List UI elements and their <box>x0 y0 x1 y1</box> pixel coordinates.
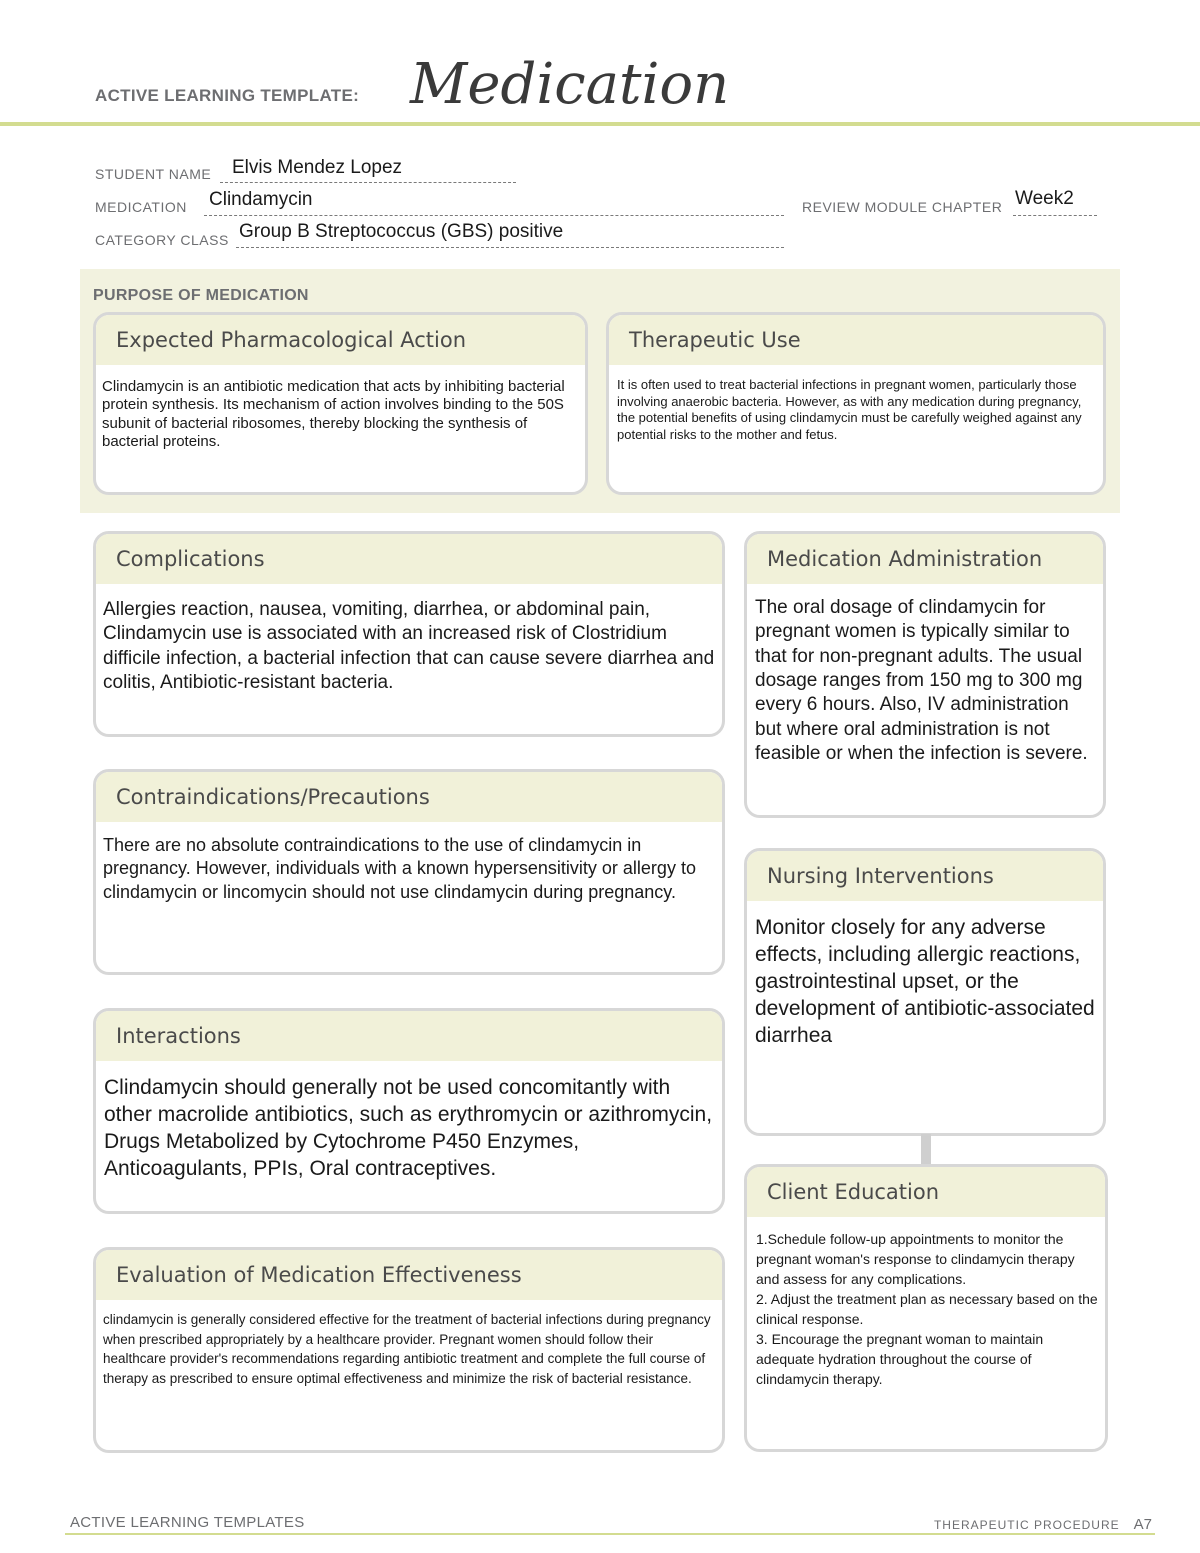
therapeutic-use-text[interactable]: It is often used to treat bacterial infections in pregnant women, particularly those involving anaerobic bacteria. However, as with any medication during pregnancy, the potential benefits of using clindamycin must be carefully weighed against any potential risks to the mother and fetus. <box>617 377 1082 442</box>
interactions-title: Interactions <box>96 1011 722 1061</box>
student-name-label: STUDENT NAME <box>95 166 212 182</box>
footer-left-label: ACTIVE LEARNING TEMPLATES <box>70 1514 305 1531</box>
nursing-interventions-title: Nursing Interventions <box>747 851 1103 901</box>
evaluation-text[interactable]: clindamycin is generally considered effective for the treatment of bacterial infections during pregnancy when prescribed appropriately by a healthcare provider. Pregnant women should follow their healthcare provider's recommendations regarding antibiotic treatment and complete the full course of therapy as prescribed to ensure optimal effectiveness and minimize the risk of bacterial resistance. <box>103 1312 711 1386</box>
medication-value: Clindamycin <box>209 189 313 210</box>
evaluation-box <box>93 1247 725 1453</box>
footer-right <box>934 1516 1152 1533</box>
contraindications-text[interactable]: There are no absolute contraindications to the use of clindamycin in pregnancy. However, individuals with a known hypersensitivity or allergy to clindamycin or lincomycin should not use clindamycin during pregnancy. <box>103 835 696 902</box>
client-education-item: 2. Adjust the treatment plan as necessary based on the clinical response. <box>756 1291 1098 1328</box>
interactions-box <box>93 1008 725 1214</box>
pharm-action-title: Expected Pharmacological Action <box>96 315 585 365</box>
complications-title: Complications <box>96 534 722 584</box>
med-admin-box <box>744 531 1106 818</box>
med-admin-text[interactable]: The oral dosage of clindamycin for pregnant women is typically similar to that for non-pregnant adults. The usual dosage ranges from 150 mg to 300 mg every 6 hours. Also, IV administration but where oral administration is not feasible or when the infection is severe. <box>755 597 1088 764</box>
evaluation-title: Evaluation of Medication Effectiveness <box>96 1250 722 1300</box>
med-admin-title: Medication Administration <box>747 534 1103 584</box>
review-module-label: REVIEW MODULE CHAPTER <box>802 199 1003 215</box>
nursing-interventions-box <box>744 848 1106 1136</box>
pharm-action-text[interactable]: Clindamycin is an antibiotic medication that acts by inhibiting bacterial protein synthesis. Its mechanism of action involves binding to the 50S subunit of bacterial ribosomes, thereby blocking the synthesis of bacterial proteins. <box>102 378 565 450</box>
connector-bar <box>921 1134 931 1166</box>
client-education-text[interactable] <box>747 1217 1105 1395</box>
student-name-value: Elvis Mendez Lopez <box>232 157 403 178</box>
review-module-value: Week2 <box>1015 188 1074 209</box>
therapeutic-use-box <box>606 312 1106 495</box>
contraindications-title: Contraindications/Precautions <box>96 772 722 822</box>
therapeutic-use-title: Therapeutic Use <box>609 315 1103 365</box>
client-education-title: Client Education <box>747 1167 1105 1217</box>
template-title: Medication <box>410 52 730 117</box>
pharm-action-box <box>93 312 588 495</box>
complications-text[interactable]: Allergies reaction, nausea, vomiting, diarrhea, or abdominal pain, Clindamycin use is associated with an increased risk of Clostridium difficile infection, a bacterial infection that can cause severe diarrhea and colitis, Antibiotic-resistant bacteria. <box>103 599 715 693</box>
client-education-item: 3. Encourage the pregnant woman to maintain adequate hydration throughout the course of clindamycin therapy. <box>756 1331 1044 1388</box>
template-label: ACTIVE LEARNING TEMPLATE: <box>95 86 360 105</box>
header-rule <box>0 122 1200 126</box>
purpose-label: PURPOSE OF MEDICATION <box>93 287 309 304</box>
client-education-item: 1.Schedule follow-up appointments to monitor the pregnant woman's response to clindamycin therapy and assess for any complications. <box>756 1231 1075 1288</box>
page-number: A7 <box>1133 1516 1152 1533</box>
interactions-text[interactable]: Clindamycin should generally not be used concomitantly with other macrolide antibiotics, such as erythromycin or azithromycin, Drugs Metabolized by Cytochrome P450 Enzymes, Anticoagulants, PPIs, Oral contraceptives. <box>104 1076 713 1180</box>
medication-label: MEDICATION <box>95 199 187 215</box>
footer-section-label: THERAPEUTIC PROCEDURE <box>933 1518 1120 1532</box>
contraindications-box <box>93 769 725 975</box>
client-education-box <box>744 1164 1108 1452</box>
category-class-label: CATEGORY CLASS <box>95 232 229 248</box>
footer-rule <box>65 1533 1155 1535</box>
nursing-interventions-text[interactable]: Monitor closely for any adverse effects, including allergic reactions, gastrointestinal upset, or the development of antibiotic-associated diarrhea <box>755 916 1095 1047</box>
category-class-value: Group B Streptococcus (GBS) positive <box>239 221 564 242</box>
complications-box <box>93 531 725 737</box>
